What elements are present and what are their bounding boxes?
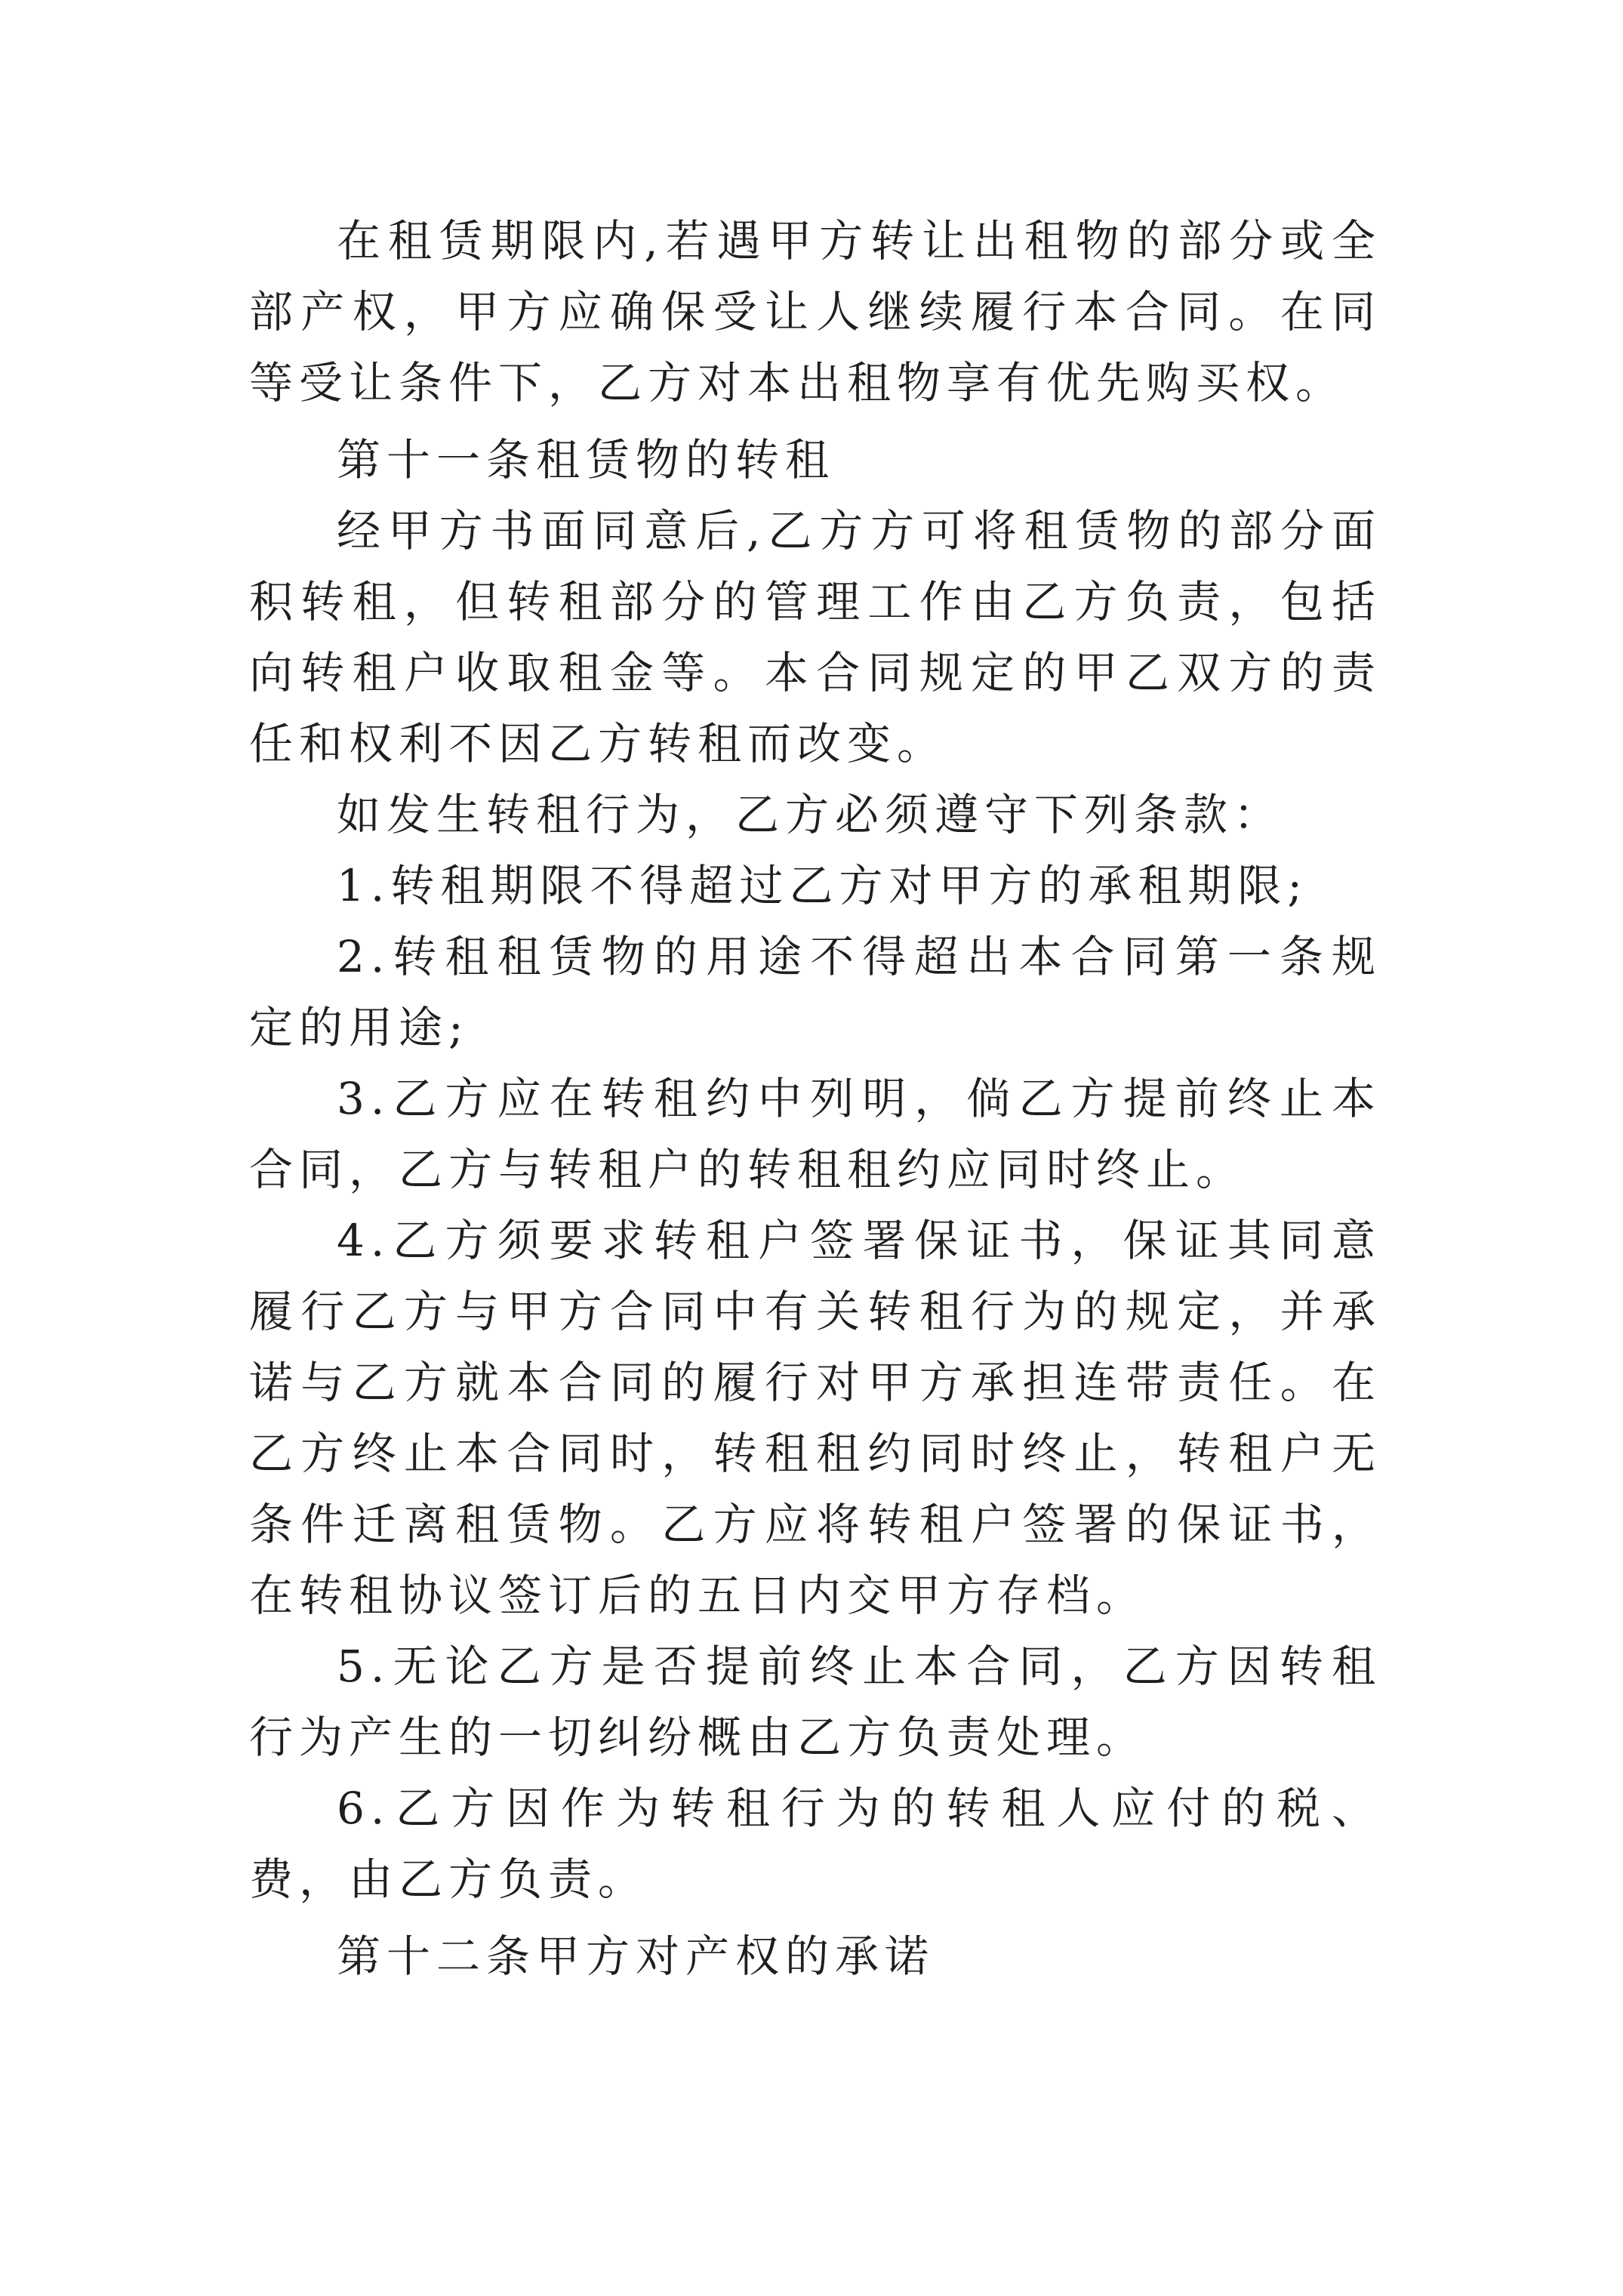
article-11-heading: 第十一条租赁物的转租 bbox=[337, 434, 836, 485]
list-item-1: 1.转租期限不得超过乙方对甲方的承租期限; bbox=[337, 860, 1308, 911]
list-item-6: 6.乙方因作为转租行为的转租人应付的税、费，由乙方负责。 bbox=[249, 1783, 1381, 1905]
document-body bbox=[249, 205, 1381, 1992]
paragraph-transfer-of-property: 在租赁期限内,若遇甲方转让出租物的部分或全部产权，甲方应确保受让人继续履行本合同。在同等受让条件下，乙方对本出租物享有优先购买权。 bbox=[249, 215, 1381, 408]
article-12-heading: 第十二条甲方对产权的承诺 bbox=[337, 1931, 935, 1982]
list-item-3: 3.乙方应在转租约中列明，倘乙方提前终止本合同，乙方与转租户的转租租约应同时终止。 bbox=[249, 1073, 1381, 1195]
paragraph-sublease-consent: 经甲方书面同意后,乙方方可将租赁物的部分面积转租，但转租部分的管理工作由乙方负责，包括向转租户收取租金等。本合同规定的甲乙双方的责任和权利不因乙方转租而改变。 bbox=[249, 505, 1381, 769]
list-item-2: 2.转租租赁物的用途不得超出本合同第一条规定的用途; bbox=[249, 931, 1381, 1053]
list-item-5: 5.无论乙方是否提前终止本合同，乙方因转租行为产生的一切纠纷概由乙方负责处理。 bbox=[249, 1641, 1381, 1763]
paragraph-sublease-terms-intro: 如发生转租行为，乙方必须遵守下列条款： bbox=[337, 789, 1284, 840]
list-item-4: 4.乙方须要求转租户签署保证书，保证其同意履行乙方与甲方合同中有关转租行为的规定，并承诺与乙方就本合同的履行对甲方承担连带责任。在乙方终止本合同时，转租租约同时终止，转租户无条件迁离租赁物。乙方应将转租户签署的保证书，在转租协议签订后的五日内交甲方存档。 bbox=[249, 1215, 1381, 1621]
